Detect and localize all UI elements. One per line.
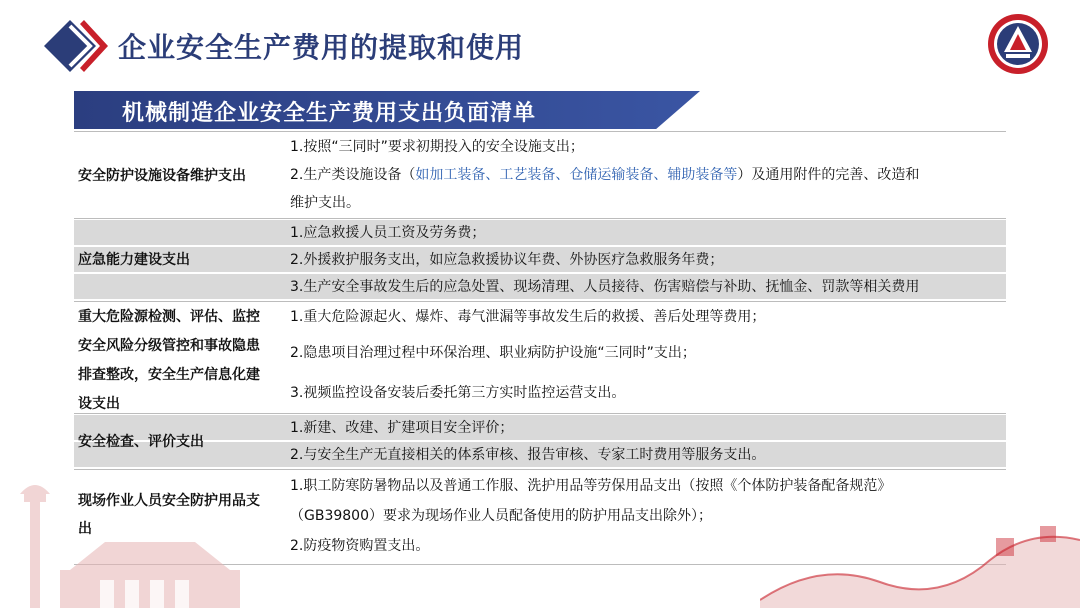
row-category-line: 排查整改，安全生产信息化建 xyxy=(78,367,260,383)
row-item: 维护支出。 xyxy=(290,195,360,211)
row-divider xyxy=(74,301,1006,302)
row-category: 安全检查、评价支出 xyxy=(78,434,204,450)
row-item: 1.重大危险源起火、爆炸、毒气泄漏等事故发生后的救援、善后处理等费用； xyxy=(290,309,766,325)
row-category-line: 现场作业人员安全防护用品支 xyxy=(78,493,260,509)
row-category-line: 安全风险分级管控和事故隐患 xyxy=(78,338,260,354)
row-item: 2.防疫物资购置支出。 xyxy=(290,538,430,554)
row-category-line: 重大危险源检测、评估、监控 xyxy=(78,309,260,325)
row-item: 1.应急救援人员工资及劳务费； xyxy=(290,225,486,241)
tiananmen-decoration-icon xyxy=(0,470,260,608)
title-diamond-icon xyxy=(40,16,110,76)
row-item: 2.隐患项目治理过程中环保治理、职业病防护设施“三同时”支出； xyxy=(290,345,696,361)
row-item: 2.与安全生产无直接相关的体系审核、报告审核、专家工时费用等服务支出。 xyxy=(290,447,766,463)
row-item: 1.职工防寒防暑物品以及普通工作服、洗护用品等劳保用品支出（按照《个体防护装备配备规范》 xyxy=(290,478,892,494)
section-title: 机械制造企业安全生产费用支出负面清单 xyxy=(122,101,537,126)
row-item: （GB39800）要求为现场作业人员配备使用的防护用品支出除外）； xyxy=(290,508,712,524)
row-item: 3.生产安全事故发生后的应急处置、现场清理、人员接待、伤害赔偿与补助、抚恤金、罚款等相关费用 xyxy=(290,279,920,295)
row-item: 3.视频监控设备安装后委托第三方实时监控运营支出。 xyxy=(290,385,626,401)
row-item: 1.新建、改建、扩建项目安全评价； xyxy=(290,420,514,436)
row-item: 1.按照“三同时”要求初期投入的安全设施支出； xyxy=(290,139,584,155)
page-title: 企业安全生产费用的提取和使用 xyxy=(118,31,525,64)
row-item: 2.生产类设施设备（如加工装备、工艺装备、仓储运输装备、辅助装备等）及通用附件的完善、改造和 xyxy=(290,167,920,183)
row-category-line: 出 xyxy=(78,521,92,537)
row-item: 2.外援救护服务支出，如应急救援协议年费、外协医疗急救服务年费； xyxy=(290,252,724,268)
row-category-line: 设支出 xyxy=(78,396,120,412)
row-category: 应急能力建设支出 xyxy=(78,252,190,268)
highlight-text: 如加工装备、工艺装备、仓储运输装备、辅助装备等 xyxy=(415,167,738,183)
great-wall-decoration-icon xyxy=(760,520,1080,608)
emergency-management-emblem-icon xyxy=(986,12,1050,76)
row-category: 安全防护设施设备维护支出 xyxy=(78,168,246,184)
table-top-rule xyxy=(74,131,1006,132)
